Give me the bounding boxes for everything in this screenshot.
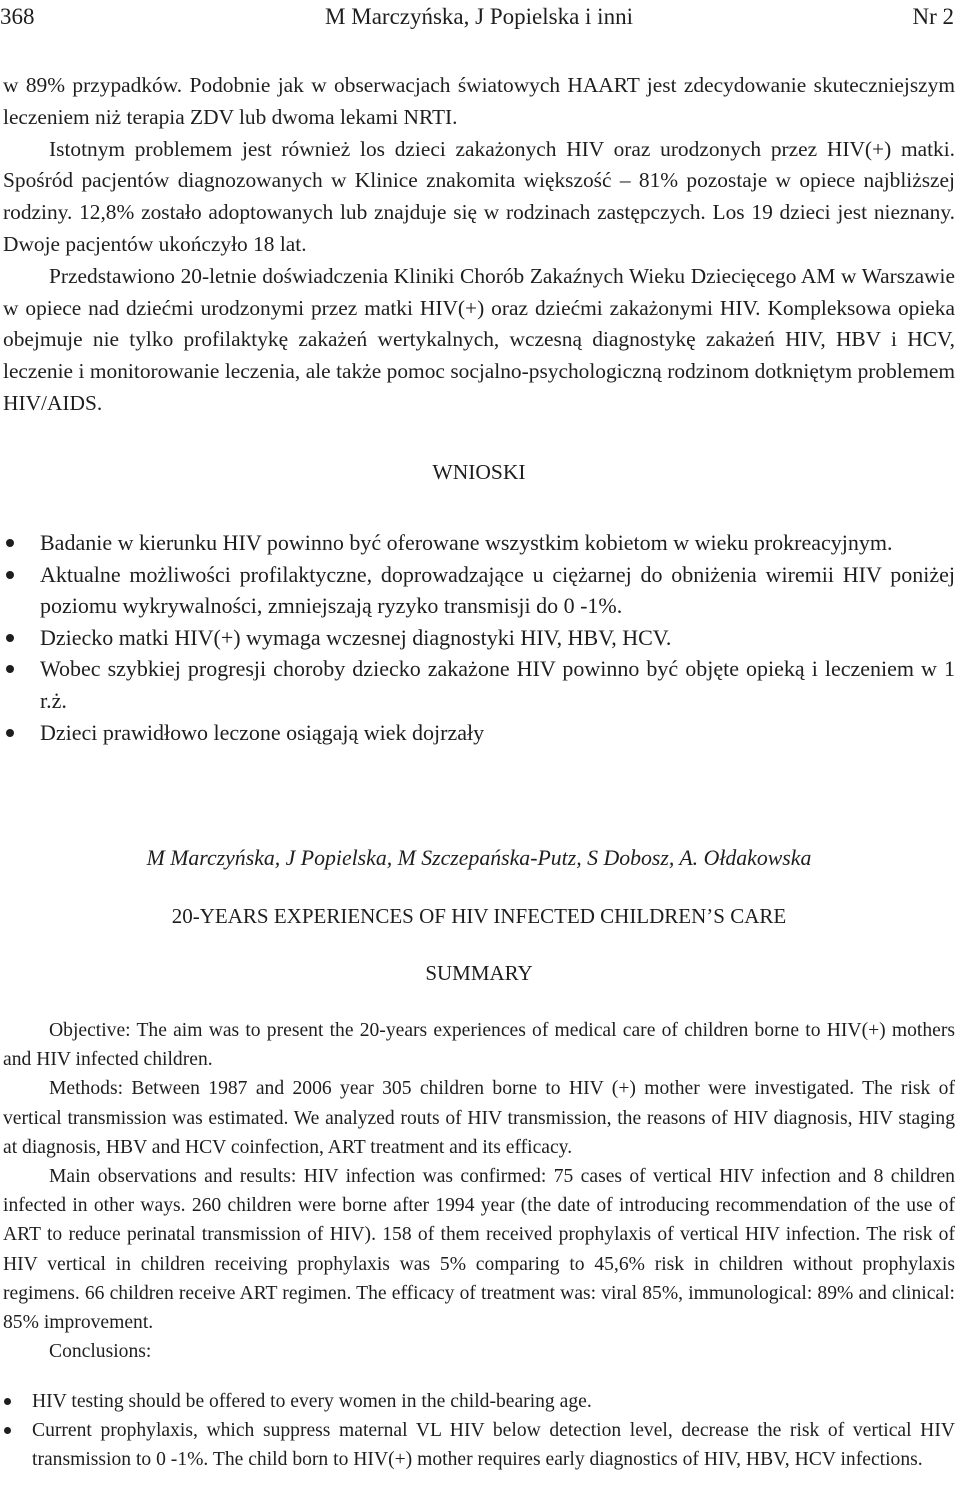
methods-text: Between 1987 and 2006 year 305 children borne to HIV (+) mother were investigated. The risk of vertical transmission was estimated. We analyzed routs of HIV transmission, the reasons of HIV diagnosis, HIV staging at diagnosis, HBV and HCV coinfection, ART treatment and its efficacy. (3, 1078, 955, 1158)
conclusions-list (0, 1387, 955, 1475)
methods-paragraph (3, 1074, 955, 1162)
list-item: Aktualne możliwości profilaktyczne, doprowadzające u ciężarnej do obniżenia wiremii HIV poniżej poziomu wykrywalności, zmniejszają ryzyko transmisji do 0 -1%. (0, 559, 955, 622)
polish-body-text (3, 70, 955, 420)
results-label: Main observations and results: (49, 1166, 297, 1188)
english-title: 20-YEARS EXPERIENCES OF HIV INFECTED CHILDREN’S CARE (171, 904, 787, 928)
objective-paragraph (3, 1016, 955, 1074)
list-item: Wobec szybkiej progresji choroby dziecko zakażone HIV powinno być objęte opieką i leczeniem w 1 r.ż. (0, 653, 955, 716)
results-text: HIV infection was confirmed: 75 cases of vertical HIV infection and 8 children infected in other ways. 260 children were borne after 1994 year (the date of introducing recommendation of the use of ART to reduce perinatal transmission of HIV). 158 of them received prophylaxis of vertical HIV infection. The risk of HIV vertical in children receiving prophylaxis was 5% comparing to 45,6% risk in children without prophylaxis regimens. 66 children receive ART regimen. The efficacy of treatment was: viral 85%, immunological: 89% and clinical: 85% improvement. (3, 1166, 955, 1334)
issue-number: Nr 2 (912, 4, 954, 29)
list-item: Badanie w kierunku HIV powinno być oferowane wszystkim kobietom w wieku prokreacyjnym. (0, 527, 955, 559)
summary-heading: SUMMARY (425, 961, 533, 985)
bullet-icon (6, 729, 14, 737)
running-header (0, 2, 958, 36)
english-authors: M Marczyńska, J Popielska, M Szczepańska-Putz, S Dobosz, A. Ołdakowska (146, 846, 812, 870)
bullet-icon (4, 1398, 11, 1405)
list-item: Dziecko matki HIV(+) wymaga wczesnej diagnostyki HIV, HBV, HCV. (0, 622, 955, 654)
wnioski-list (0, 527, 955, 748)
bullet-icon (6, 634, 14, 642)
objective-label: Objective: (49, 1020, 131, 1041)
objective-text: The aim was to present the 20-years experiences of medical care of children borne to HIV(+) mothers and HIV infected children. (3, 1020, 955, 1071)
wnioski-heading: WNIOSKI (432, 460, 526, 484)
conclusions-label: Conclusions: (49, 1341, 152, 1363)
paragraph-continuation: w 89% przypadków. Podobnie jak w obserwacjach światowych HAART jest zdecydowanie skuteczniejszym leczeniem niż terapia ZDV lub dwoma lekami NRTI. (3, 73, 955, 129)
page-number: 368 (0, 4, 35, 29)
list-item: HIV testing should be offered to every women in the child-bearing age. (0, 1387, 955, 1416)
running-title: M Marczyńska, J Popielska i inni (325, 4, 633, 29)
bullet-icon (6, 665, 14, 673)
methods-label: Methods: (49, 1078, 124, 1100)
bullet-icon (6, 571, 14, 579)
english-summary (3, 1016, 955, 1366)
paragraph-children-fate: Istotnym problemem jest również los dzieci zakażonych HIV oraz urodzonych przez HIV(+) matki. Spośród pacjentów diagnozowanych w Klinice znakomita większość – 81% pozostaje w opiece najbliższej rodziny. 12,8% zostało adoptowanych lub znajduje się w rodzinach zastępczych. Los 19 dzieci jest nieznany. Dwoje pacjentów ukończyło 18 lat. (3, 136, 955, 256)
paragraph-clinic-experience: Przedstawiono 20-letnie doświadczenia Kliniki Chorób Zakaźnych Wieku Dziecięcego AM w Warszawie w opiece nad dziećmi urodzonymi przez matki HIV(+) oraz dziećmi zakażonymi HIV. Kompleksowa opieka obejmuje nie tylko profilaktykę zakażeń wertykalnych, wczesną diagnostykę zakażeń HIV, HBV i HCV, leczenie i monitorowanie leczenia, ale także pomoc socjalno-psychologiczną rodzinom dotkniętym problemem HIV/AIDS. (3, 263, 955, 415)
list-item: Dzieci prawidłowo leczone osiągają wiek dojrzały (0, 717, 955, 749)
bullet-icon (4, 1427, 11, 1434)
results-paragraph (3, 1162, 955, 1337)
bullet-icon (6, 539, 14, 547)
list-item: Current prophylaxis, which suppress maternal VL HIV below detection level, decrease the risk of vertical HIV transmission to 0 -1%. The child born to HIV(+) mother requires early diagnostics of HIV, HBV, HCV infections. (0, 1416, 955, 1474)
